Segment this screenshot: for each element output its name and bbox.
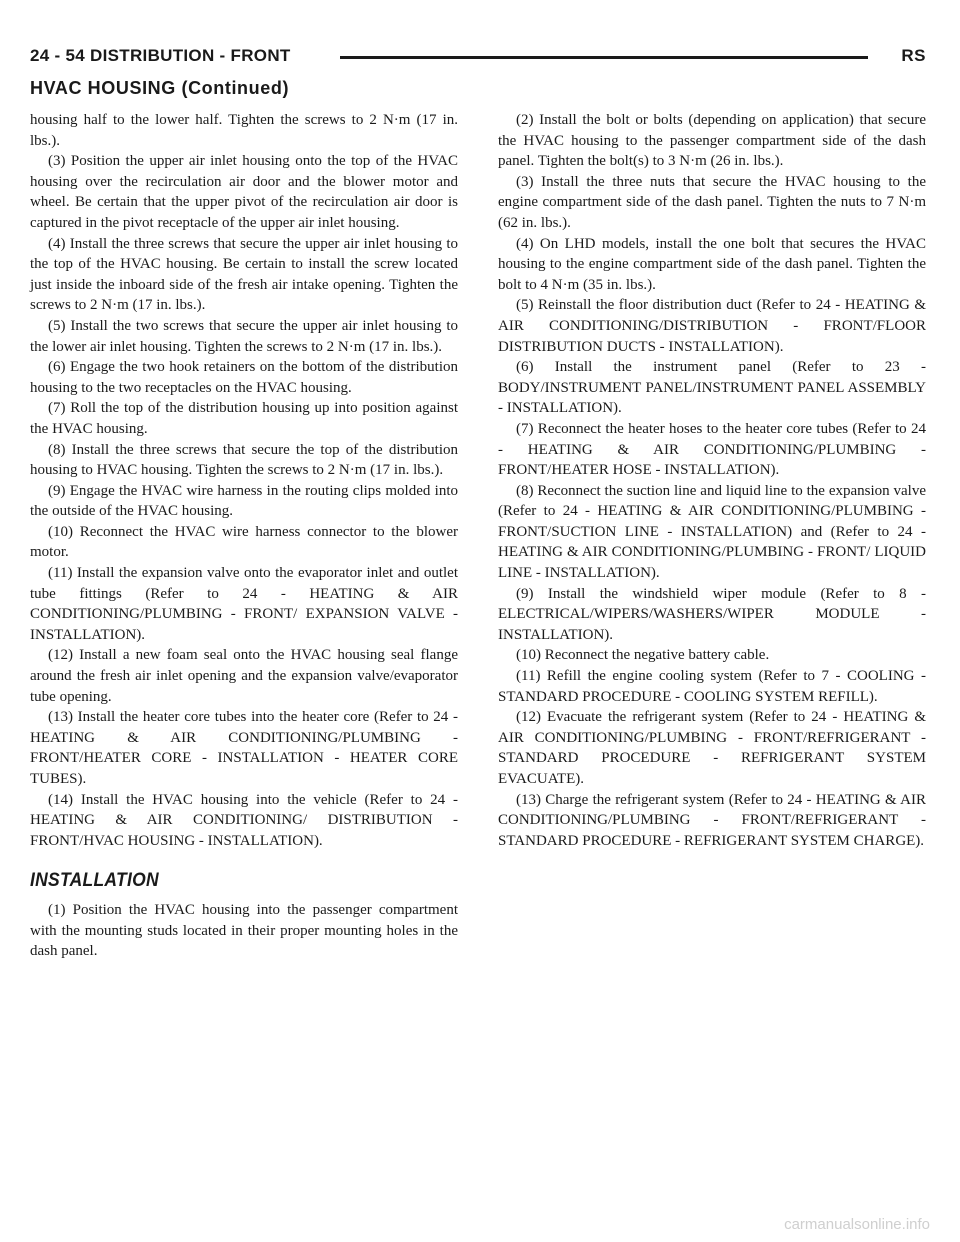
- paragraph: (2) Install the bolt or bolts (depending on application) that secure the HVAC housing to the passenger compartment side of the dash panel. Tighten the bolt(s) to 3 N·m (26 in. lbs.).: [498, 112, 926, 170]
- paragraph: (3) Install the three nuts that secure the HVAC housing to the engine compartment side of the dash panel. Tighten the nuts to 7 N·m (62 in. lbs.).: [498, 173, 926, 231]
- paragraph: (7) Reconnect the heater hoses to the heater core tubes (Refer to 24 - HEATING & AIR CONDITIONING/PLUMBING - FRONT/HEATER HOSE - INSTALLATION).: [498, 420, 926, 479]
- paragraph: (5) Reinstall the floor distribution duct (Refer to 24 - HEATING & AIR CONDITIONING/DISTRIBUTION - FRONT/FLOOR DISTRIBUTION DUCTS - INSTALLATION).: [498, 297, 926, 355]
- paragraph: (4) Install the three screws that secure the upper air inlet housing to the top of the HVAC housing. Be certain to install the screw located just inside the inboard side of the fresh air intake opening. Tighten the screws to 2 N·m (17 in. lbs.).: [30, 235, 458, 314]
- header-rule: [340, 56, 868, 59]
- installation-heading: INSTALLATION: [30, 870, 159, 892]
- paragraph: (13) Charge the refrigerant system (Refer to 24 - HEATING & AIR CONDITIONING/PLUMBING - FRONT/REFRIGERANT - STANDARD PROCEDURE - REFRIGERANT SYSTEM CHARGE).: [498, 791, 926, 849]
- left-column: [30, 110, 458, 962]
- paragraph: (10) Reconnect the negative battery cable.: [516, 647, 770, 664]
- paragraph: (9) Install the windshield wiper module (Refer to 8 - ELECTRICAL/WIPERS/WASHERS/WIPER MODULE - INSTALLATION).: [498, 585, 926, 643]
- paragraph: (3) Position the upper air inlet housing onto the top of the HVAC housing over the recirculation air door and the blower motor and wheel. Be certain that the upper pivot of the recirculation air door is captured in the pivot receptacle of the upper air inlet housing.: [30, 153, 458, 231]
- paragraph: (8) Reconnect the suction line and liquid line to the expansion valve (Refer to 24 - HEATING & AIR CONDITIONING/PLUMBING - FRONT/SUCTION LINE - INSTALLATION) and (Refer to 24 - HEATING & AIR CONDITIONING/PLUMBING - FRONT/ LIQUID LINE - INSTALLATION).: [498, 482, 926, 582]
- paragraph: (9) Engage the HVAC wire harness in the routing clips molded into the outside of the HVAC housing.: [30, 482, 458, 520]
- paragraph: (5) Install the two screws that secure the upper air inlet housing to the lower air inlet housing. Tighten the screws to 2 N·m (17 in. lbs.).: [30, 317, 458, 355]
- paragraph: (10) Reconnect the HVAC wire harness connector to the blower motor.: [30, 523, 458, 561]
- section-heading-continued: HVAC HOUSING (Continued): [30, 78, 290, 98]
- paragraph: (8) Install the three screws that secure the top of the distribution housing to HVAC housing. Tighten the screws to 2 N·m (17 in. lbs.).: [30, 441, 458, 479]
- paragraph: (6) Engage the two hook retainers on the bottom of the distribution housing to the two receptacles on the HVAC housing.: [30, 359, 458, 396]
- paragraph: (1) Position the HVAC housing into the passenger compartment with the mounting studs located in their proper mounting holes in the dash panel.: [30, 901, 458, 960]
- right-column: [498, 110, 926, 851]
- paragraph: (4) On LHD models, install the one bolt that secures the HVAC housing to the engine compartment side of the dash panel. Tighten the bolt to 4 N·m (35 in. lbs.).: [498, 235, 926, 293]
- page-title: 24 - 54 DISTRIBUTION - FRONT: [30, 46, 299, 66]
- vehicle-code: RS: [901, 46, 926, 65]
- page-header: [30, 44, 926, 70]
- paragraph: (14) Install the HVAC housing into the vehicle (Refer to 24 - HEATING & AIR CONDITIONING/ DISTRIBUTION - FRONT/HVAC HOUSING - INSTALLATION).: [30, 791, 458, 849]
- paragraph: housing half to the lower half. Tighten the screws to 2 N·m (17 in. lbs.).: [30, 112, 458, 149]
- paragraph: (12) Evacuate the refrigerant system (Refer to 24 - HEATING & AIR CONDITIONING/PLUMBING - FRONT/REFRIGERANT - STANDARD PROCEDURE - REFRIGERANT SYSTEM EVACUATE).: [498, 709, 926, 787]
- paragraph: (7) Roll the top of the distribution housing up into position against the HVAC housing.: [30, 400, 458, 437]
- paragraph: (11) Install the expansion valve onto the evaporator inlet and outlet tube fittings (Refer to 24 - HEATING & AIR CONDITIONING/PLUMBING - FRONT/ EXPANSION VALVE - INSTALLATION).: [30, 565, 458, 643]
- paragraph: (12) Install a new foam seal onto the HVAC housing seal flange around the fresh air inlet opening and the expansion valve/evaporator tube opening.: [30, 647, 458, 705]
- watermark-link[interactable]: carmanualsonline.info: [784, 1216, 930, 1233]
- paragraph: (6) Install the instrument panel (Refer to 23 - BODY/INSTRUMENT PANEL/INSTRUMENT PANEL ASSEMBLY - INSTALLATION).: [498, 359, 926, 417]
- paragraph: (13) Install the heater core tubes into the heater core (Refer to 24 - HEATING & AIR CONDITIONING/PLUMBING - FRONT/HEATER CORE - INSTALLATION - HEATER CORE TUBES).: [30, 709, 458, 787]
- paragraph: (11) Refill the engine cooling system (Refer to 7 - COOLING - STANDARD PROCEDURE - COOLING SYSTEM REFILL).: [498, 668, 926, 705]
